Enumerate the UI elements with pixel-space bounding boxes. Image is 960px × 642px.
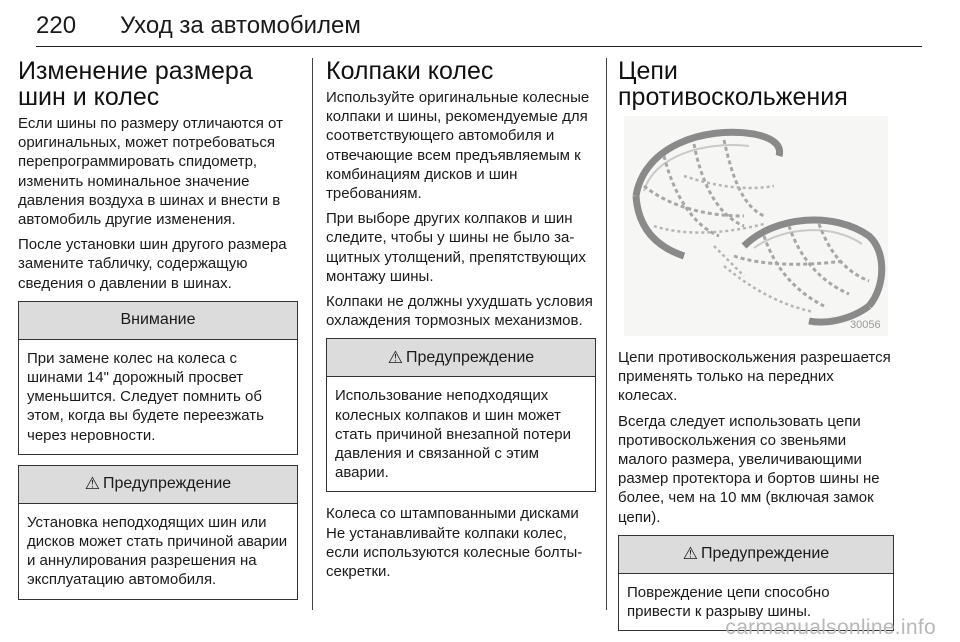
column-tire-size bbox=[18, 58, 298, 600]
column-hubcaps bbox=[326, 58, 596, 587]
warning-header bbox=[327, 339, 595, 377]
warning-title: Предупреждение bbox=[103, 475, 232, 493]
paragraph: При выборе других колпаков и шин следите, чтобы у шины не было защитных утолщений, препятствующих монтажу шины. bbox=[326, 210, 586, 285]
column-snow-chains bbox=[618, 58, 894, 631]
paragraph: Цепи противоскольжения разрешается применять только на передних колесах. bbox=[618, 349, 891, 405]
notice-box bbox=[18, 301, 298, 455]
page-header bbox=[36, 6, 922, 47]
warning-triangle-icon: ⚠ bbox=[84, 474, 101, 494]
page-number: 220 bbox=[36, 12, 77, 39]
image-number: 30056 bbox=[850, 319, 881, 331]
notice-header bbox=[19, 302, 297, 340]
notice-text: При замене колес на колеса с шинами 14" дорожный просвет уменьшится. Следует помнить об этом, когда вы будете переезжать через неровности. bbox=[27, 349, 264, 444]
warning-header bbox=[619, 536, 893, 574]
paragraph: Колеса со штампованными дисками Не устанавливайте колпаки колес, если используются колесные болты-секретки. bbox=[326, 505, 583, 581]
snow-chains-drawing bbox=[624, 116, 888, 336]
warning-title: Предупреждение bbox=[701, 545, 830, 563]
snow-chains-illustration bbox=[624, 116, 888, 336]
warning-title: Предупреждение bbox=[406, 348, 535, 366]
paragraph: Используйте оригинальные колесные колпаки и шины, рекомендуемые для соответствующего автомобиля и отвечающие всем предъявляемым к комбинациям дисков и шин требованиям. bbox=[326, 89, 590, 203]
heading-hubcaps: Колпаки колес bbox=[326, 57, 494, 85]
warning-text: Установка неподходящих шин или дисков может стать причиной аварии и аннулирования разрешения на эксплуатацию автомобиля. bbox=[27, 513, 288, 589]
warning-triangle-icon: ⚠ bbox=[387, 347, 404, 367]
column-divider bbox=[606, 58, 607, 610]
paragraph: Колпаки не должны ухудшать условия охлаждения тормозных механизмов. bbox=[326, 293, 593, 330]
warning-triangle-icon: ⚠ bbox=[682, 544, 699, 564]
paragraph: После установки шин другого размера замените табличку, содержащую сведения о давлении в шинах. bbox=[18, 236, 287, 292]
warning-text: Повреждение цепи способно привести к разрыву шины. bbox=[627, 583, 830, 621]
paragraph: Всегда следует использовать цепи противоскольжения со звеньями малого размера, увеличивающими размер протектора и бортов шины не более, чем на 10 мм (включая замок цепи). bbox=[618, 412, 880, 526]
heading-snow-chains: Цепи противоскольжения bbox=[618, 57, 848, 111]
notice-title: Внимание bbox=[120, 311, 196, 329]
warning-text: Использование неподходящих колесных колпаков и шин может стать причиной внезапной потери давления и связанной с этим аварии. bbox=[335, 387, 571, 482]
warning-box bbox=[326, 338, 596, 492]
warning-header bbox=[19, 466, 297, 504]
heading-tire-size: Изменение размера шин и колес bbox=[18, 57, 253, 111]
paragraph: Если шины по размеру отличаются от оригинальных, может потребоваться перепрограммировать спидометр, изменить номинальное значение давления воздуха в шинах и внести в автомобиль другие изменения. bbox=[18, 115, 283, 229]
warning-box bbox=[18, 465, 298, 600]
section-title: Уход за автомобилем bbox=[120, 12, 361, 39]
column-divider bbox=[312, 58, 313, 610]
watermark: carmanualsonline.info bbox=[725, 616, 936, 639]
